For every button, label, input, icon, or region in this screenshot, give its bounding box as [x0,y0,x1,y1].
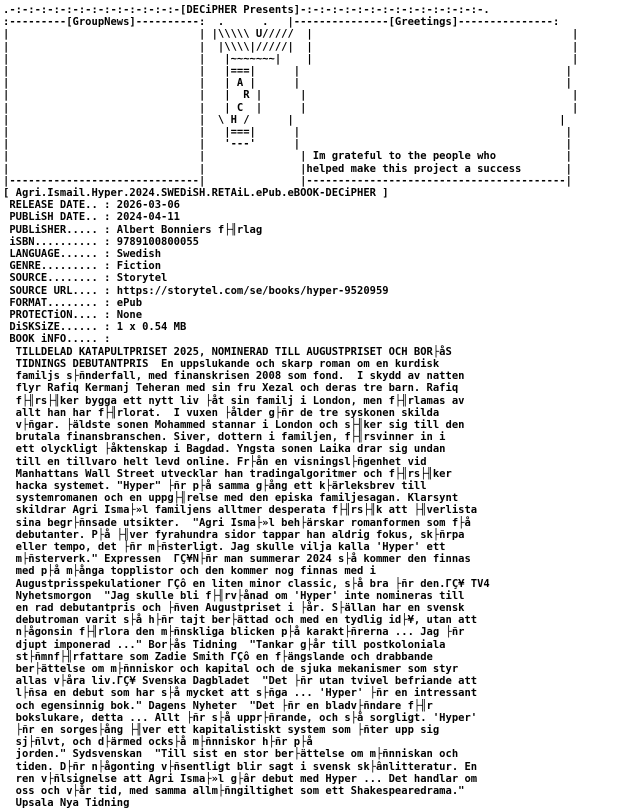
book-info-line: Nyhetsmorgon "Jag skulle bli f├╢rv├ånad om 'Hyper' inte nomineras till [3,589,465,602]
info-line: SOURCE URL.... : https://storytel.com/se/books/hyper-9520959 [3,284,389,297]
info-line: BOOK iNFO..... : [3,333,111,346]
book-info-line: eller tempo, det ├ñr m├ñsterligt. Jag skulle vilja kalla 'Hyper' ett [3,540,446,553]
panel-row: | | |\\\\\ U///// | | [3,28,579,41]
release-info [3,199,389,345]
header-panels [3,28,578,174]
info-line: GENRE......... : Fiction [3,260,162,273]
panel-row: | | |~~~~~~~| | | [3,52,579,65]
info-line: DiSKSiZE...... : 1 x 0.54 MB [3,321,187,334]
book-info-line: hacka systemet. "Hyper" ├ñr p├å samma g├ång ett k├ärleksbrev till [3,479,427,492]
book-info-line: Augustprisspekulationer ΓÇô en liten minor classic, s├å bra ├ñr den.ΓÇ¥ TV4 [3,577,490,590]
book-info-line: debutanter. P├å ├╢ver fyrahundra sidor tappar han aldrig fokus, sk├ñrpa [3,528,465,541]
book-info-line: debutroman varit s├å h├ñr tajt ber├ättad och med en tydlig id├¥, utan att [3,614,478,627]
book-info-line: m├ñsterverk." Expressen ΓÇ¥N├ñr man summerar 2024 s├å kommer den finnas [3,553,471,566]
book-info-text [3,346,490,809]
panel-row: | | |===| | | [3,65,572,78]
header-bottom-border: |------------------------------| |-----------------------------------------| [3,174,572,187]
banner-line: .-:-:-:-:-:-:-:-:-:-:-:-:-:-[DECiPHER Presents]-:-:-:-:-:-:-:-:-:-:-:-:-:-:-. [3,4,490,16]
book-info-line: v├ñgar. ├äldste sonen Mohammed stannar i London och s├╢ker sig till den [3,418,465,431]
book-info-line: l├ñsa en debut som har s├å mycket att s├ñga ... 'Hyper' ├ñr en intressant [3,687,478,700]
book-info-line: Manhattans Wall Street utvecklar han tradingalgoritmer och f├╢rs├╢ker [3,467,452,480]
info-line: FORMAT........ : ePub [3,296,143,309]
book-info-line: sj├ñlvt, och d├ärmed ocks├å m├ñnniskor h├ñr p├å [3,736,313,749]
panel-row: | | | A | | | [3,77,572,90]
book-info-line: bokslukare, detta ... Allt ├ñr s├å uppr├ñrande, och s├å sorgligt. 'Hyper' [3,711,478,724]
book-info-line: med p├å m├ånga topplistor och den kommer nog finnas med i [3,565,376,578]
book-info-line: en rad debutantpris och ├ñven Augustpriset i ├år. S├ällan har en svensk [3,601,465,614]
panel-row: | | | R | | | [3,89,579,102]
info-line: SOURCE........ : Storytel [3,272,168,285]
book-info-line: st├ñmnf├╢rfattare som Zadie Smith ΓÇô en f├ängslande och drabbande [3,650,433,663]
book-info-line: n├ågonsin f├╢rlora den m├ñnskliga blicken p├å karakt├ñrerna ... Jag ├ñr [3,626,465,639]
panel-row: | | \ H / | | [3,113,566,126]
book-info-line: oss och v├år tid, med samma allm├ñngiltighet som ett Shakespearedrama." [3,785,465,797]
panel-row: | | | Im grateful to the people who | [3,150,572,163]
book-info-line: TIDNINGS DEBUTANTPRIS En uppslukande och skarp roman om en kurdisk [3,357,440,370]
book-info-line: djupt imponerad ..." Bor├ås Tidning "Tankar g├år till postkoloniala [3,638,446,651]
book-info-line: skildrar Agri Isma├»l familjens alltmer desperata f├╢rs├╢k att ├╢verlista [3,504,478,517]
book-info-line: familjs s├ñnderfall, med finanskrisen 2008 som fond. I skydd av natten [3,370,465,383]
book-info-line: Upsala Nya Tidning [3,797,130,809]
book-info-line: allt han har f├╢rlorat. I vuxen ├ålder g├ñr de tre syskonen skilda [3,406,440,419]
info-line: PROTECTiON.... : None [3,309,143,322]
panel-row: | | '---' | | [3,138,572,151]
book-info-line: ett olyckligt ├åktenskap i Bagdad. Yngsta sonen Laika drar sig undan [3,443,446,456]
info-line: PUBLiSHER..... : Albert Bonniers f├╢rlag [3,223,263,236]
header-top-border: :---------[GroupNews]----------: . . |---------------[Greetings]---------------: [3,16,560,29]
info-line: PUBLiSH DATE.. : 2024-04-11 [3,211,181,224]
book-info-line: ber├ättelse om m├ñnniskor och kapital och de sjuka mekanismer som styr [3,662,459,675]
info-line: RELEASE DATE.. : 2026-03-06 [3,199,181,212]
book-info-line: tiden. D├ñr n├ågonting v├ñsentligt blir sagt i svensk sk├ânlitteratur. En [3,760,478,773]
book-info-line: brutala finansbranschen. Siver, dottern i familjen, f├╢rsvinner in i [3,431,446,444]
book-info-line: allas v├åra liv.ΓÇ¥ Svenska Dagbladet "Det ├ñr utan tvivel befriande att [3,675,478,688]
book-info-line: till en tillvaro helt levd online. Fr├ån en visningsl├ñgenhet vid [3,455,427,468]
panel-row: | | |===| | | [3,126,572,139]
panel-row: | | |helped make this project a success | [3,162,572,175]
book-info-line: ren v├ñlsignelse att Agri Isma├»l g├âr debut med Hyper ... Det handlar om [3,772,478,785]
book-info-line: systemromanen och en uppg├╢relse med den episka familjesagan. Klarsynt [3,492,459,505]
book-info-line: flyr Rafiq Kermanj Teheran med sin fru Xezal och deras tre barn. Rafiq [3,382,459,395]
book-info-line: f├╢rs├╢ker bygga ett nytt liv ├åt sin familj i London, men f├╢rlamas av [3,394,465,407]
info-line: LANGUAGE...... : Swedish [3,248,162,261]
book-info-line: sina begr├ñnsade utsikter. "Agri Isma├»l beh├ärskar romanformen som f├å [3,516,471,529]
book-info-line: ├ñr en sorges├ång ├╢ver ett kapitalistiskt system som ├ñter upp sig [3,723,440,736]
nfo-document [3,4,637,809]
book-info-line: jorden." Sydsvenskan "Till sist en stor ber├ättelse om m├ñnniskan och [3,748,459,761]
book-info-line: TILLDELAD KATAPULTPRISET 2025, NOMINERAD TILL AUGUSTPRISET OCH BOR├åS [3,345,452,358]
info-line: iSBN.......... : 9789100800055 [3,235,199,248]
release-title: [ Agri.Ismail.Hyper.2024.SWEDiSH.RETAiL.ePub.eBOOK-DECiPHER ] [3,187,389,200]
panel-row: | | |\\\\|/////| | | [3,40,579,53]
panel-row: | | | C | | | [3,101,579,114]
book-info-line: och egensinnig bok." Dagens Nyheter "Det ├ñr en bladv├ñndare f├╢r [3,699,433,712]
